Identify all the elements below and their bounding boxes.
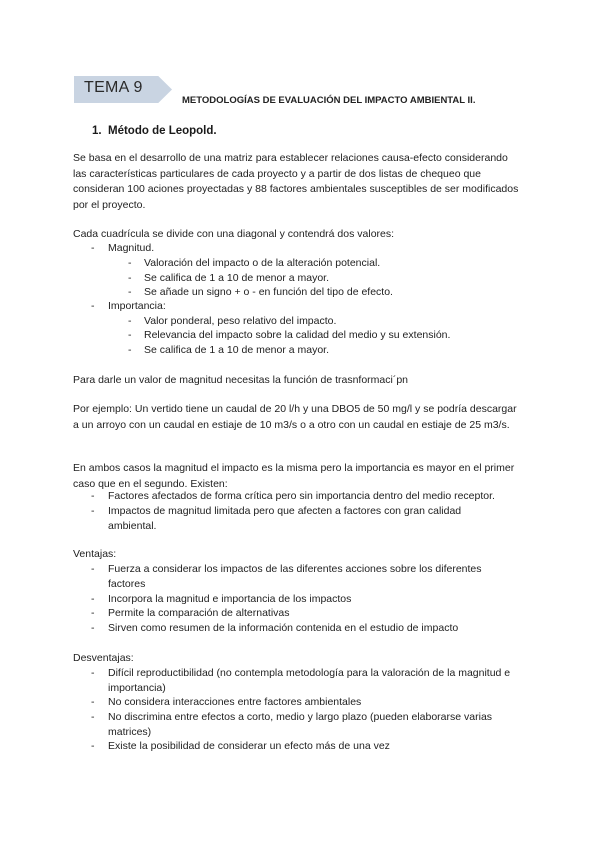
list-item-text: Incorpora la magnitud e importancia de los impactos: [108, 593, 352, 605]
ejemplo-paragraph: Por ejemplo: Un vertido tiene un caudal de 20 l/h y una DBO5 de 50 mg/l y se podría descargar a un arroyo con un caudal en estiaje de 10 m3/s o a otro con un caudal en estiaje de 25 m3/s.: [73, 403, 517, 431]
list-dash: -: [128, 286, 132, 298]
list-dash: -: [91, 490, 95, 502]
list-dash: -: [91, 593, 95, 605]
list-item-text: Relevancia del impacto sobre la calidad del medio y su extensión.: [144, 329, 451, 341]
intro-paragraph: Se basa en el desarrollo de una matriz para establecer relaciones causa-efecto considerando las características particulares de cada proyecto y a partir de dos listas de chequeo que consideran 100 aciones proyectadas y 88 factores ambientales susceptibles de ser modificados por el proyecto.: [73, 152, 519, 211]
section-title: Método de Leopold.: [108, 125, 217, 137]
list-item-text: Se añade un signo + o - en función del tipo de efecto.: [144, 286, 393, 298]
list-dash: -: [91, 740, 95, 752]
list-dash: -: [91, 242, 95, 254]
list-item: [91, 621, 511, 636]
list-dash: -: [91, 667, 95, 679]
list-dash: -: [91, 505, 95, 517]
list-dash: -: [91, 300, 95, 312]
list-item: [91, 739, 511, 754]
list-item-text: Sirven como resumen de la información contenida en el estudio de impacto: [108, 622, 459, 634]
list-item-text: Magnitud.: [108, 242, 155, 254]
list-item: [128, 343, 508, 358]
list-dash: -: [91, 563, 95, 575]
list-item-text: Existe la posibilidad de considerar un efecto más de una vez: [108, 740, 390, 752]
list-item-text: Valor ponderal, peso relativo del impacto.: [144, 315, 337, 327]
list-item-text: Permite la comparación de alternativas: [108, 607, 290, 619]
ventajas-label: Ventajas:: [73, 548, 117, 560]
list-item: [91, 562, 511, 592]
list-item: [128, 271, 508, 286]
ambos-paragraph: En ambos casos la magnitud el impacto es la misma pero la importancia es mayor en el primer caso que en el segundo. Existen:: [73, 462, 515, 490]
funcion-paragraph: Para darle un valor de magnitud necesitas la función de trasnformaci´pn: [73, 374, 409, 386]
list-item: [91, 710, 511, 740]
cuadricula-paragraph: Cada cuadrícula se divide con una diagonal y contendrá dos valores:: [73, 228, 395, 240]
list-item: [128, 256, 508, 271]
list-item-text: Valoración del impacto o de la alteración potencial.: [144, 257, 381, 269]
list-item-text: Factores afectados de forma crítica pero sin importancia dentro del medio receptor.: [108, 490, 495, 502]
list-dash: -: [91, 622, 95, 634]
list-item-text: Se califica de 1 a 10 de menor a mayor.: [144, 344, 330, 356]
list-item-text: Fuerza a considerar los impactos de las diferentes acciones sobre los diferentes factores: [108, 563, 482, 590]
list-item: [91, 695, 511, 710]
list-dash: -: [128, 329, 132, 341]
list-item-text: Difícil reproductibilidad (no contempla metodología para la valoración de la magnitud e importancia): [108, 667, 511, 694]
list-item: [91, 592, 511, 607]
list-item: [91, 299, 511, 314]
list-item: [91, 489, 511, 504]
list-item: [91, 606, 511, 621]
list-dash: -: [91, 696, 95, 708]
list-dash: -: [128, 257, 132, 269]
list-item: [91, 504, 511, 534]
list-dash: -: [91, 711, 95, 723]
tema-label: TEMA 9: [84, 79, 143, 96]
section-heading: [92, 125, 217, 137]
list-item: [128, 314, 508, 329]
list-dash: -: [128, 272, 132, 284]
document-title: METODOLOGÍAS DE EVALUACIÓN DEL IMPACTO AMBIENTAL II.: [182, 95, 476, 106]
list-dash: -: [128, 344, 132, 356]
list-item-text: No considera interacciones entre factores ambientales: [108, 696, 362, 708]
desventajas-label: Desventajas:: [73, 652, 134, 664]
list-item-text: Importancia:: [108, 300, 166, 312]
list-dash: -: [91, 607, 95, 619]
list-item-text: Impactos de magnitud limitada pero que afecten a factores con gran calidad ambiental.: [108, 505, 462, 532]
list-item: [91, 241, 511, 256]
list-item: [128, 328, 508, 343]
section-number: 1.: [92, 125, 102, 137]
list-dash: -: [128, 315, 132, 327]
list-item-text: Se califica de 1 a 10 de menor a mayor.: [144, 272, 330, 284]
list-item: [128, 285, 508, 300]
list-item: [91, 666, 511, 696]
list-item-text: No discrimina entre efectos a corto, medio y largo plazo (pueden elaborarse varias matrices): [108, 711, 493, 738]
